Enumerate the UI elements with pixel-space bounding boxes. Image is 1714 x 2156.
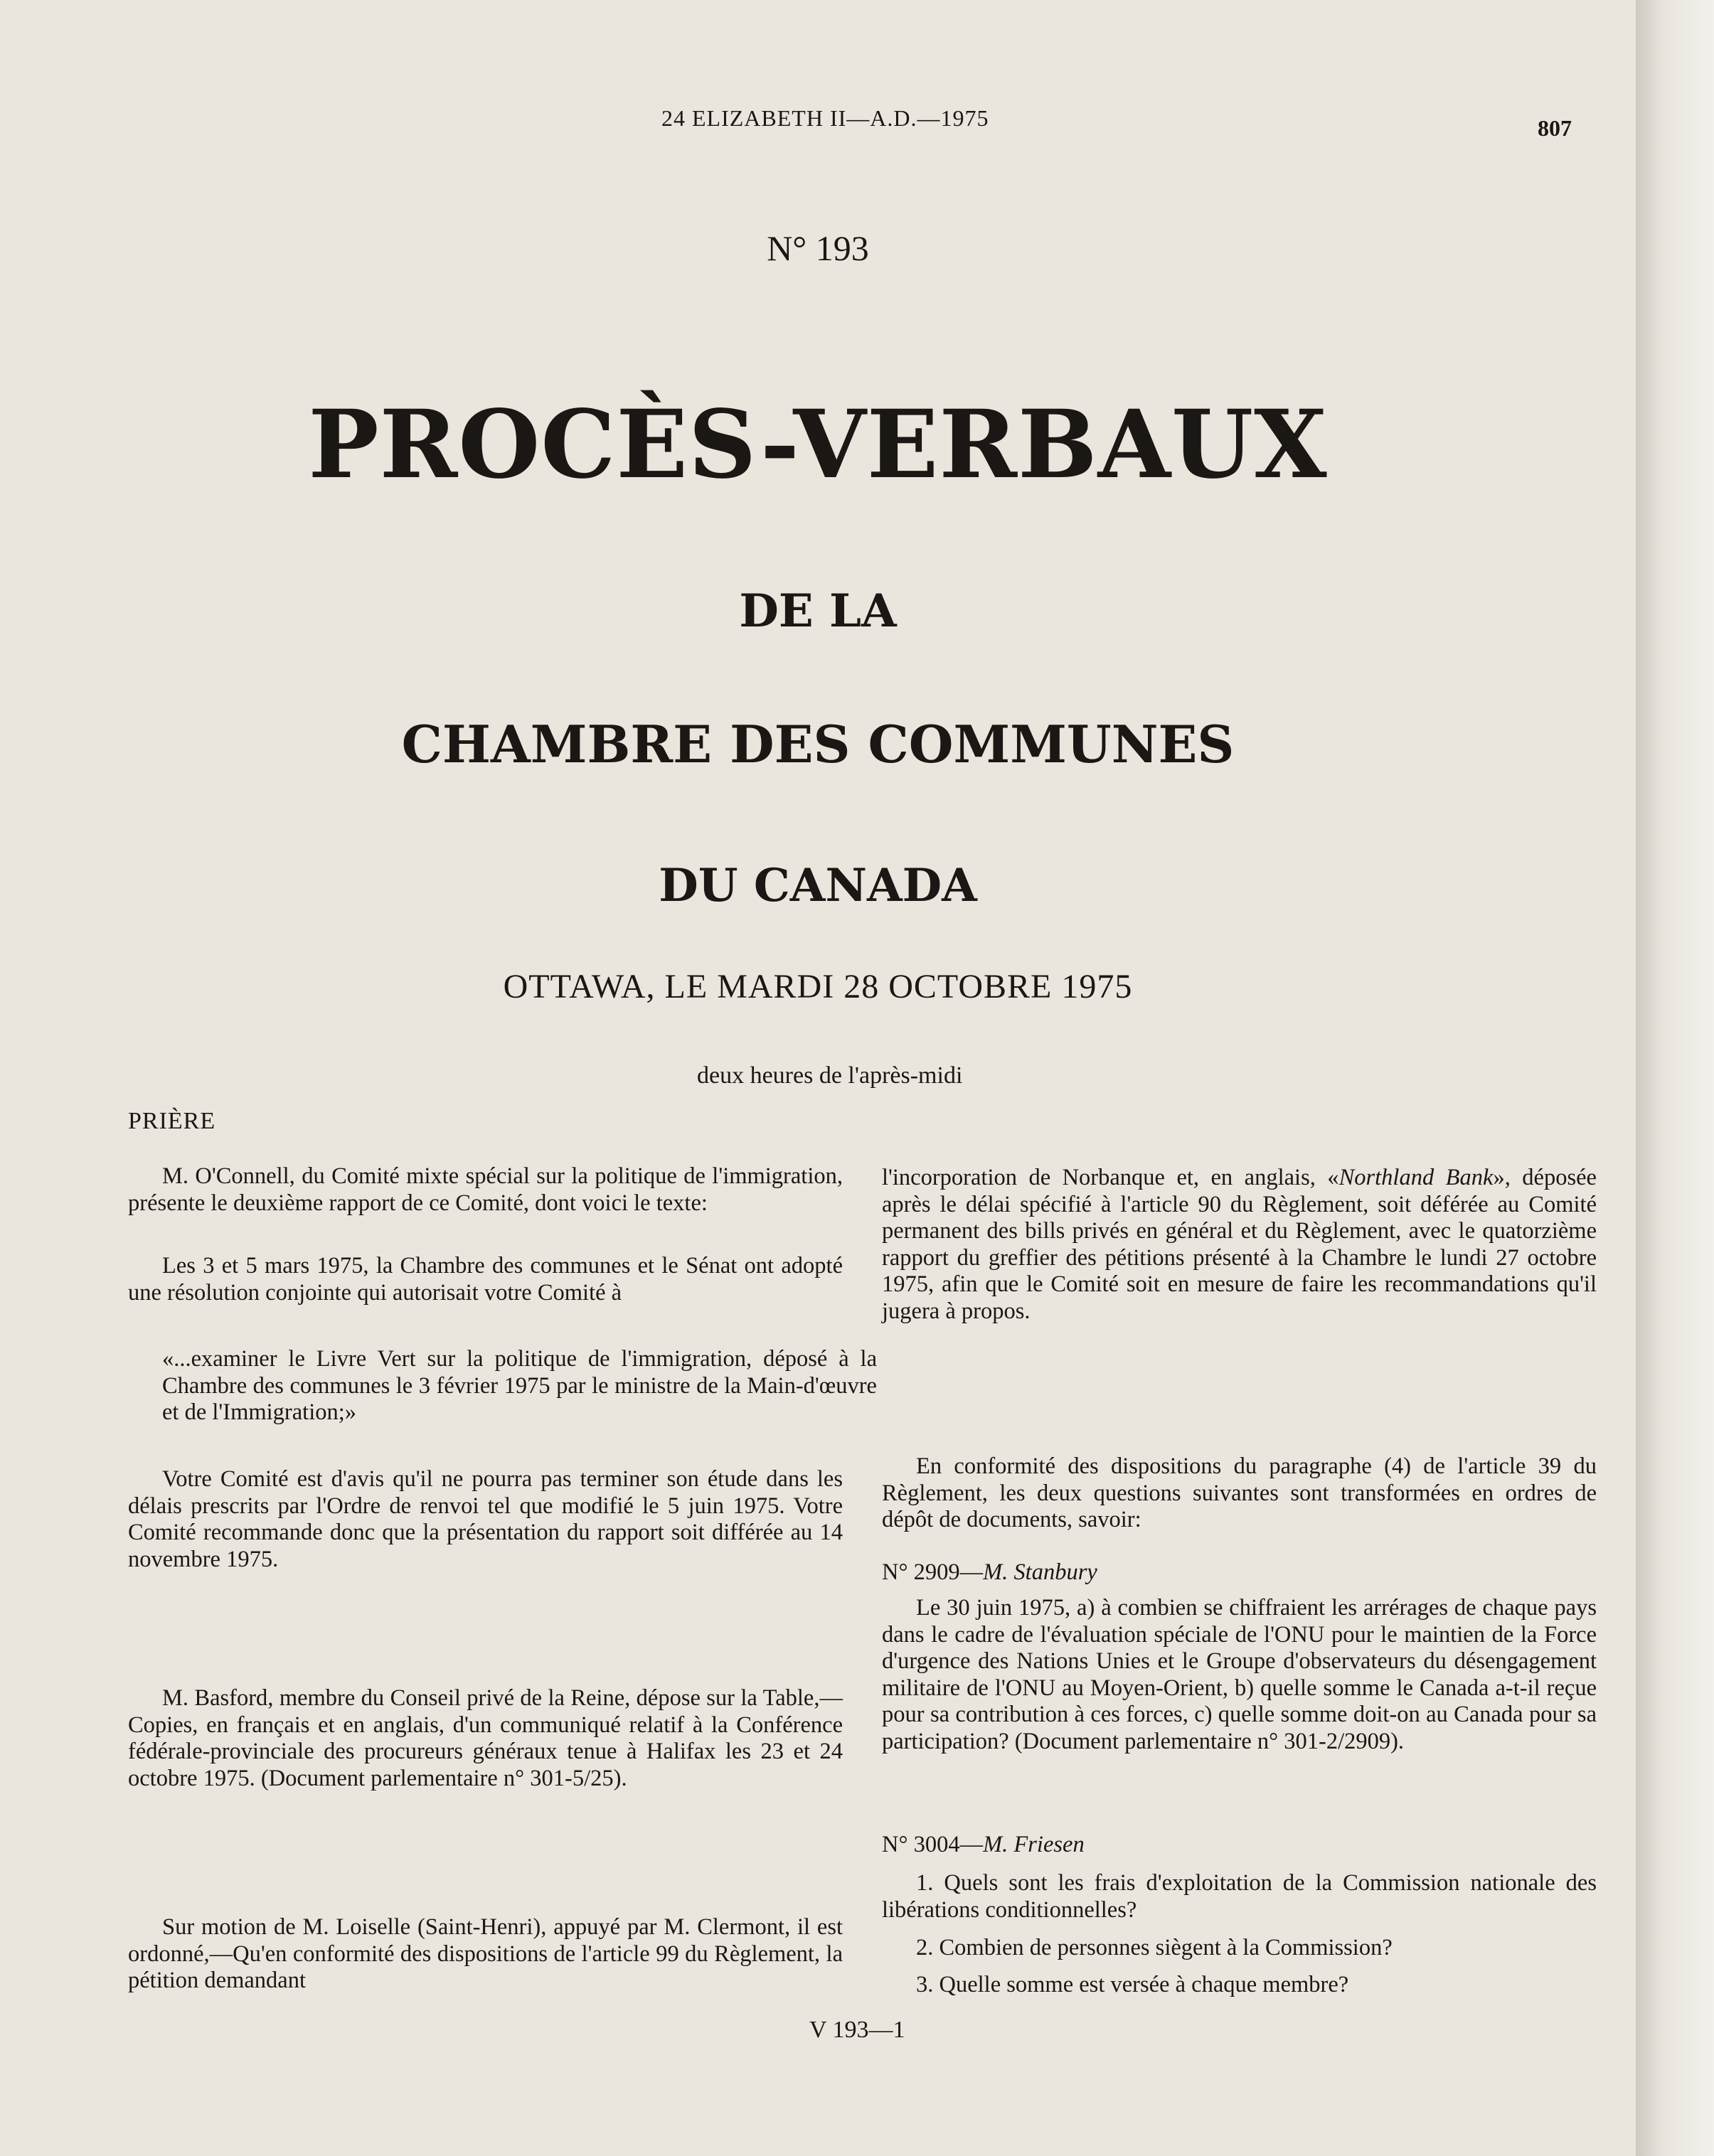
- avis-paragraph: Votre Comité est d'avis qu'il ne pourra pas terminer son étude dans les délais prescrits par l'Ordre de renvoi tel que modifié le 5 juin 1975. Votre Comité recommande donc que la présentation du rapport soit différée au 14 novembre 1975.: [128, 1466, 843, 1572]
- question-3004-item-1: 1. Quels sont les frais d'exploitation de la Commission nationale des libérations conditionnelles?: [882, 1870, 1597, 1923]
- question-2909-text: Le 30 juin 1975, a) à combien se chiffraient les arrérages de chaque pays dans le cadre de l'évaluation spéciale de l'ONU pour le maintien de la Force d'urgence des Nations Unies et le Groupe d'observateurs du désengagement militaire de l'ONU au Moyen-Orient, b) quelle somme le Canada a-t-il reçue pour sa contribution à ces forces, c) quelle somme doit-on au Canada pour sa participation? (Document parlementaire n° 301-2/2909).: [882, 1595, 1597, 1754]
- question-2909-member: M. Stanbury: [983, 1559, 1097, 1585]
- basford-paragraph: M. Basford, membre du Conseil privé de la Reine, dépose sur la Table,—Copies, en français et en anglais, d'un communiqué relatif à la Conférence fédérale-provinciale des procureurs généraux tenue à Halifax les 23 et 24 octobre 1975. (Document parlementaire n° 301-5/25).: [128, 1685, 843, 1791]
- northland-bank-title: Northland Bank: [1338, 1165, 1494, 1190]
- scan-margin: [1636, 0, 1714, 2156]
- title-du-canada: DU CANADA: [659, 859, 977, 912]
- regnal-year: 24 ELIZABETH II—A.D.—1975: [661, 105, 989, 131]
- title-chambre: CHAMBRE DES COMMUNES: [401, 714, 1235, 774]
- oconnell-paragraph: M. O'Connell, du Comité mixte spécial sur la politique de l'immigration, présente le deuxième rapport de ce Comité, dont voici le texte:: [128, 1163, 843, 1216]
- sitting-time: deux heures de l'après-midi: [697, 1062, 963, 1089]
- question-3004-member: M. Friesen: [983, 1832, 1085, 1857]
- question-3004-heading: [882, 1832, 1597, 1859]
- page-number: 807: [1538, 115, 1572, 141]
- mars-paragraph: Les 3 et 5 mars 1975, la Chambre des communes et le Sénat ont adopté une résolution conjointe qui autorisait votre Comité à: [128, 1253, 843, 1306]
- running-header: [0, 105, 1636, 141]
- question-3004-number: N° 3004—: [882, 1832, 984, 1857]
- norbanque-text-end: », déposée après le délai spécifié à l'article 90 du Règlement, soit déférée au Comité permanent des bills privés en général et du Règlement, avec le quatorzième rapport du greffier des pétitions présenté à la Chambre le lundi 27 octobre 1975, afin que le Comité soit en mesure de faire les recommandations qu'il jugera à propos.: [882, 1165, 1597, 1324]
- norbanque-paragraph: [882, 1165, 1597, 1325]
- loiselle-paragraph: Sur motion de M. Loiselle (Saint-Henri), appuyé par M. Clermont, il est ordonné,—Qu'en conformité des dispositions de l'article 99 du Règlement, la pétition demandant: [128, 1914, 843, 1993]
- priere-heading: PRIÈRE: [128, 1108, 216, 1134]
- footer-signature: V 193—1: [809, 2017, 905, 2043]
- question-2909-heading: [882, 1559, 1597, 1586]
- journal-number: N° 193: [767, 228, 869, 268]
- question-3004-item-3: 3. Quelle somme est versée à chaque membre?: [916, 1972, 1349, 1997]
- question-3004-item-2: 2. Combien de personnes siègent à la Commission?: [916, 1935, 1393, 1960]
- quoted-order: «...examiner le Livre Vert sur la politique de l'immigration, déposé à la Chambre des communes le 3 février 1975 par le ministre de la Main-d'œuvre et de l'Immigration;»: [162, 1346, 877, 1425]
- question-2909-number: N° 2909—: [882, 1559, 984, 1585]
- main-title: PROCÈS-VERBAUX: [308, 390, 1328, 500]
- norbanque-text-start: l'incorporation de Norbanque et, en anglais, «: [882, 1165, 1339, 1190]
- sitting-date: OTTAWA, LE MARDI 28 OCTOBRE 1975: [503, 968, 1133, 1005]
- title-de-la: DE LA: [739, 585, 897, 638]
- conformite-paragraph: En conformité des dispositions du paragraphe (4) de l'article 39 du Règlement, les deux questions suivantes sont transformées en ordres de dépôt de documents, savoir:: [882, 1453, 1597, 1532]
